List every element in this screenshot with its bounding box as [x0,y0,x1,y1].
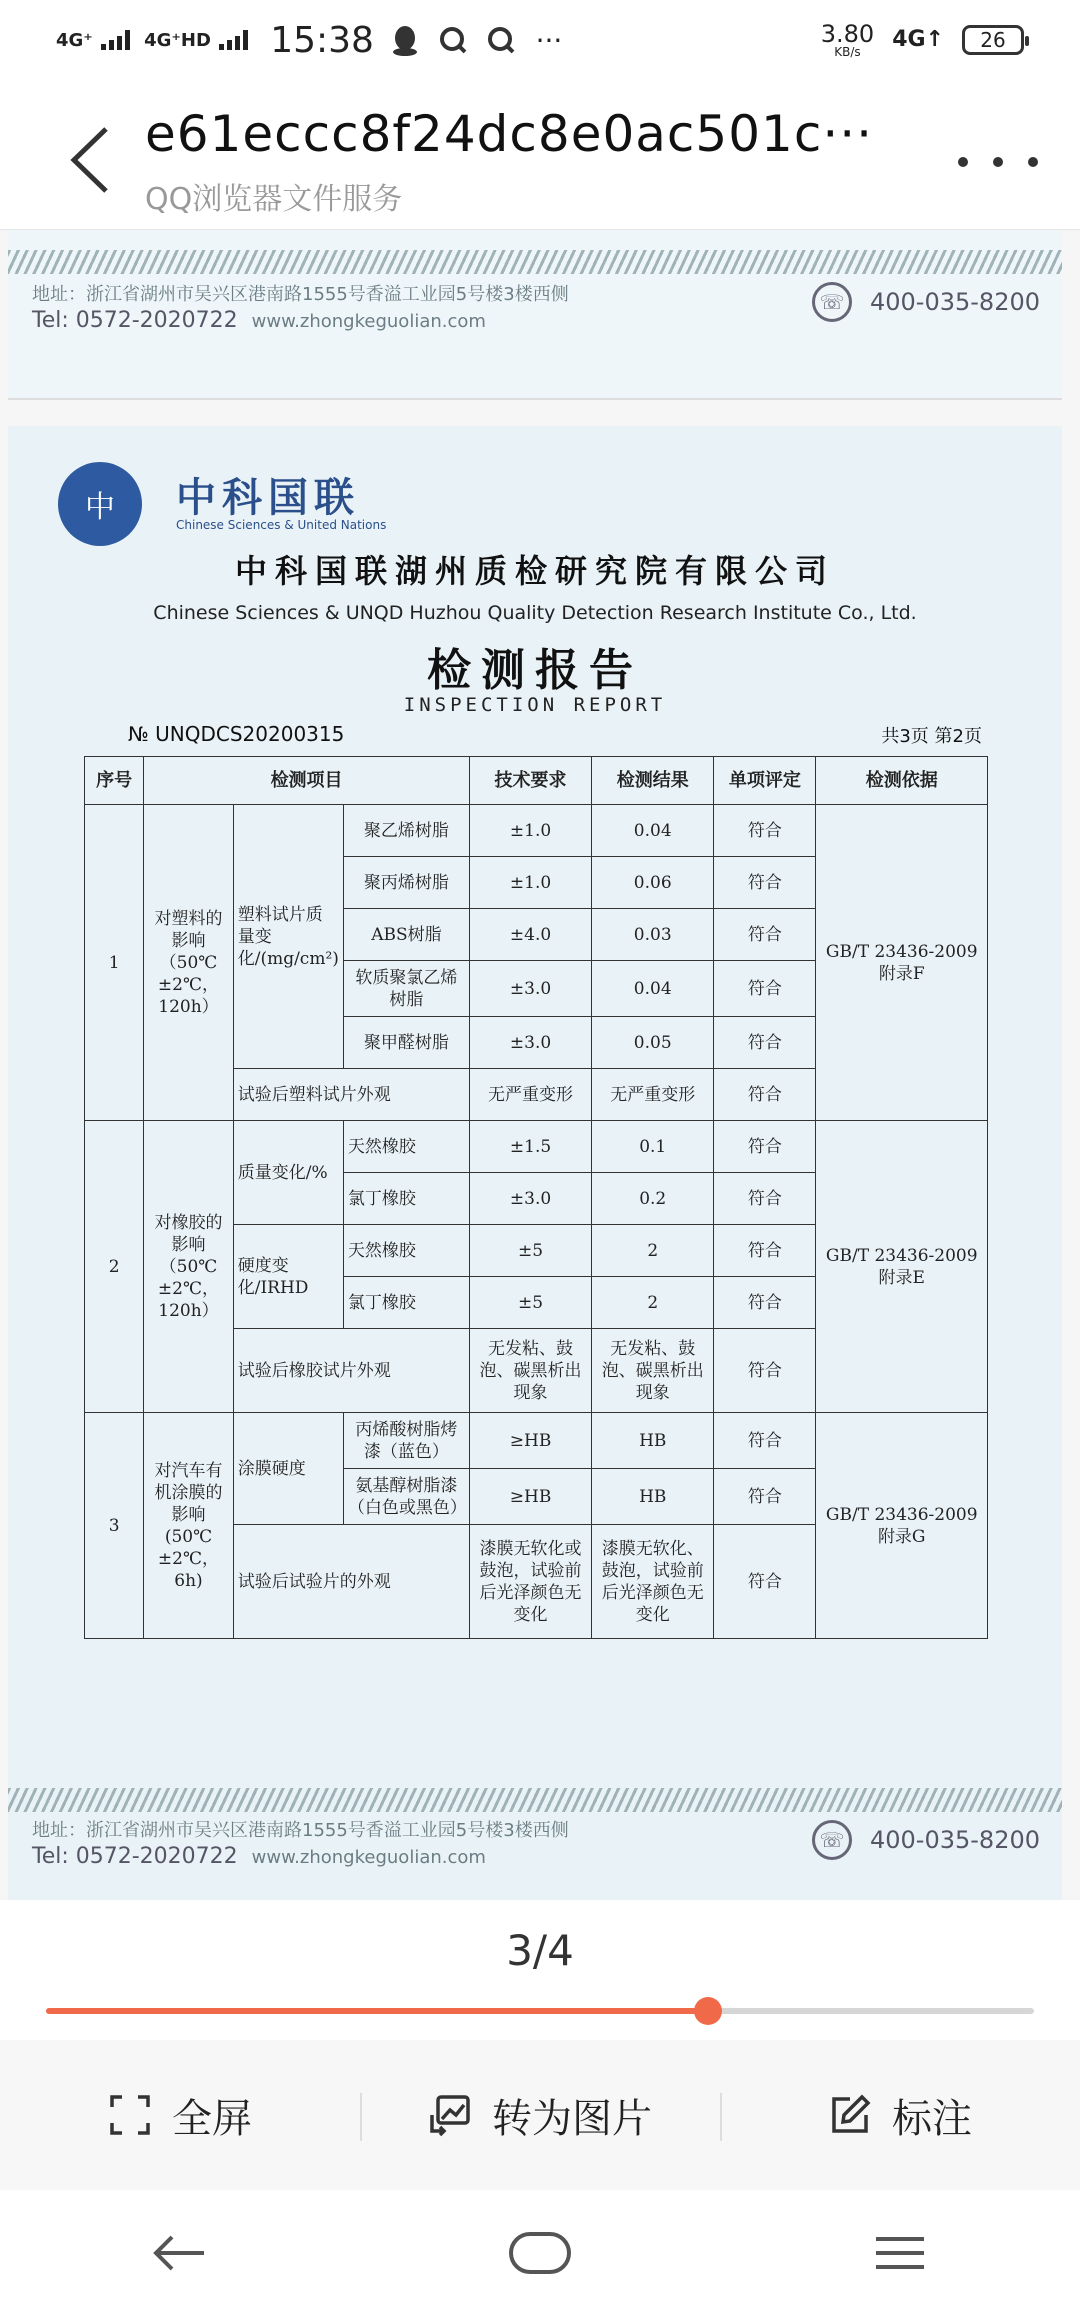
status-time: 15:38 [270,19,374,61]
nav-home-button[interactable] [480,2213,600,2293]
institute-name-en: Chinese Sciences & UNQD Huzhou Quality Detection Research Institute Co., Ltd. [153,602,917,624]
table-row [85,805,988,857]
signal-1 [56,30,130,50]
report-number: № UNQDCS20200315 [128,722,345,746]
report-page [8,426,1062,1900]
g2-r1-name: 氯丁橡胶 [343,1173,469,1225]
g2-r3-name: 氯丁橡胶 [343,1277,469,1329]
report-title-en: INSPECTION REPORT [403,694,667,716]
g2-r0-name: 天然橡胶 [343,1121,469,1173]
g1-r4-eval: 符合 [714,1017,816,1069]
previous-page-footer [8,230,1062,400]
g1-after-eval: 符合 [714,1069,816,1121]
nav-home-icon [508,2231,572,2275]
signal-2-label: 4G⁺HD [144,30,211,51]
footer-tel: Tel: 0572-2020722 [32,1844,238,1869]
annotate-label: 标注 [892,2095,972,2142]
g2-after-res: 无发粘、鼓泡、碳黑析出现象 [592,1329,714,1413]
progress-track[interactable] [46,2008,1034,2014]
g3-r0-name: 丙烯酸树脂烤漆（蓝色） [343,1413,469,1469]
group-3-sub: 涂膜硬度 [233,1413,343,1525]
g1-r1-eval: 符合 [714,857,816,909]
logo-text: 中 [85,490,115,525]
footer-address-block [32,1818,569,1871]
nav-menu-button[interactable] [840,2213,960,2293]
institute-name-cn: 中科国联湖州质检研究院有限公司 [234,552,835,590]
g2-r2-eval: 符合 [714,1225,816,1277]
g1-after-req: 无严重变形 [469,1069,591,1121]
convert-to-image-label: 转为图片 [492,2095,652,2142]
g2-r3-req: ±5 [469,1277,591,1329]
g1-r2-eval: 符合 [714,909,816,961]
group-2-sub1: 质量变化/% [233,1121,343,1225]
footer-address-block [32,282,569,335]
g1-after-name: 试验后塑料试片外观 [233,1069,469,1121]
group-3-basis: GB/T 23436-2009 附录G [816,1413,988,1639]
g2-after-eval: 符合 [714,1329,816,1413]
group-1-basis: GB/T 23436-2009 附录F [816,805,988,1121]
fullscreen-label: 全屏 [172,2095,252,2142]
dot-icon [1028,157,1038,167]
progress-fill [46,2008,708,2014]
g2-r1-res: 0.2 [592,1173,714,1225]
page-counter: 3/4 [506,1926,574,1975]
title-bar [0,80,1080,230]
group-2-no: 2 [85,1121,144,1413]
fullscreen-icon [108,2093,152,2137]
speed-unit: KB/s [834,45,861,59]
edit-icon [828,2093,872,2137]
g1-r3-res: 0.04 [592,961,714,1017]
th-result: 检测结果 [592,757,714,805]
back-button[interactable] [60,120,120,200]
footer-address: 地址：浙江省湖州市吴兴区港南路1555号香溢工业园5号楼3楼西侧 [32,1820,569,1841]
g1-r1-res: 0.06 [592,857,714,909]
footer-hotline [812,1820,1040,1860]
g2-r3-res: 2 [592,1277,714,1329]
th-basis: 检测依据 [816,757,988,805]
group-2-sub2: 硬度变化/IRHD [233,1225,343,1329]
annotate-button[interactable] [720,2087,1080,2144]
document-viewer[interactable] [0,230,1080,1900]
g1-r0-res: 0.04 [592,805,714,857]
g1-r2-name: ABS树脂 [343,909,469,961]
g1-r2-req: ±4.0 [469,909,591,961]
group-2-basis: GB/T 23436-2009 附录E [816,1121,988,1413]
back-arrow-icon [70,125,110,195]
g3-r0-res: HB [592,1413,714,1469]
report-page-info: 共3页 第2页 [881,726,982,747]
qq-penguin-icon [388,23,422,57]
th-item: 检测项目 [144,757,470,805]
g3-r1-res: HB [592,1469,714,1525]
g2-r1-req: ±3.0 [469,1173,591,1225]
table-header-row [85,757,988,805]
g1-r3-name: 软质聚氯乙烯树脂 [343,961,469,1017]
g3-after-req: 漆膜无软化或鼓泡，试验前后光泽颜色无变化 [469,1525,591,1639]
page-progress [0,1900,1080,2040]
g3-after-name: 试验后试验片的外观 [233,1525,469,1639]
status-bar [0,0,1080,80]
speed-value: 3.80 [820,20,875,48]
hotline-number: 400-035-8200 [869,288,1040,316]
document-subtitle: QQ浏览器文件服务 [145,182,403,217]
dot-icon [958,157,968,167]
hotline-number: 400-035-8200 [869,1826,1040,1854]
footer-website: www.zhongkeguolian.com [251,1847,486,1868]
bottom-toolbar [0,2040,1080,2190]
group-1-sub: 塑料试片质量变化/(mg/cm²) [233,805,343,1069]
image-convert-icon [428,2093,472,2137]
nav-menu-icon [872,2233,928,2273]
progress-thumb[interactable] [694,1997,722,2025]
g1-r0-name: 聚乙烯树脂 [343,805,469,857]
document-title: e61eccc8f24dc8e0ac501c··· [145,105,874,163]
battery-icon: 26 [962,25,1024,55]
group-1-item: 对塑料的影响（50℃±2℃，120h） [144,805,234,1121]
g3-r0-req: ≥HB [469,1413,591,1469]
inspection-table [84,756,988,1639]
phone-icon: ☏ [812,282,852,322]
signal-bars-icon [219,30,248,50]
g1-r3-eval: 符合 [714,961,816,1017]
dot-icon [993,157,1003,167]
g2-r1-eval: 符合 [714,1173,816,1225]
signal-2 [144,30,248,50]
footer-website: www.zhongkeguolian.com [251,311,486,332]
signal-bars-icon [101,30,130,50]
g1-r1-req: ±1.0 [469,857,591,909]
th-requirement: 技术要求 [469,757,591,805]
g3-r1-eval: 符合 [714,1469,816,1525]
table-row [85,1413,988,1469]
group-2-item: 对橡胶的影响（50℃±2℃，120h） [144,1121,234,1413]
phone-icon: ☏ [812,1820,852,1860]
g2-r0-eval: 符合 [714,1121,816,1173]
g2-after-req: 无发粘、鼓泡、碳黑析出现象 [469,1329,591,1413]
g2-after-name: 试验后橡胶试片外观 [233,1329,469,1413]
network-speed [821,22,874,58]
g2-r0-req: ±1.5 [469,1121,591,1173]
g3-r1-req: ≥HB [469,1469,591,1525]
g3-r0-eval: 符合 [714,1413,816,1469]
more-menu-button[interactable] [958,142,1038,182]
g1-after-res: 无严重变形 [592,1069,714,1121]
g1-r4-req: ±3.0 [469,1017,591,1069]
group-3-item: 对汽车有机涂膜的影响(50℃±2℃，6h) [144,1413,234,1639]
g2-r2-res: 2 [592,1225,714,1277]
brand-name-en: Chinese Sciences & United Nations [176,518,387,532]
g1-r2-res: 0.03 [592,909,714,961]
g2-r0-res: 0.1 [592,1121,714,1173]
g2-r2-req: ±5 [469,1225,591,1277]
g1-r0-req: ±1.0 [469,805,591,857]
table-row [85,1121,988,1173]
system-nav-bar [0,2190,1080,2316]
signal-1-label: 4G⁺ [56,30,93,51]
g1-r3-req: ±3.0 [469,961,591,1017]
browser-q-icon-2 [484,23,518,57]
footer-address: 地址：浙江省湖州市吴兴区港南路1555号香溢工业园5号楼3楼西侧 [32,284,569,305]
g3-after-res: 漆膜无软化、鼓泡，试验前后光泽颜色无变化 [592,1525,714,1639]
th-evaluation: 单项评定 [714,757,816,805]
g2-r3-eval: 符合 [714,1277,816,1329]
group-1-no: 1 [85,805,144,1121]
nav-back-icon [152,2233,208,2273]
network-type: 4G↑ [892,27,944,52]
g3-after-eval: 符合 [714,1525,816,1639]
browser-q-icon [436,23,470,57]
nav-back-button[interactable] [120,2213,240,2293]
th-no: 序号 [85,757,144,805]
g1-r0-eval: 符合 [714,805,816,857]
g1-r4-name: 聚甲醛树脂 [343,1017,469,1069]
more-notifications-icon: ··· [535,23,563,57]
g3-r1-name: 氨基醇树脂漆（白色或黑色） [343,1469,469,1525]
footer-hotline [812,282,1040,322]
company-logo-icon [58,462,142,546]
footer-tel: Tel: 0572-2020722 [32,308,238,333]
g1-r4-res: 0.05 [592,1017,714,1069]
convert-to-image-button[interactable] [360,2087,720,2144]
brand-name-cn: 中科国联 [176,475,360,521]
g2-r2-name: 天然橡胶 [343,1225,469,1277]
report-title-cn: 检测报告 [427,645,643,696]
g1-r1-name: 聚丙烯树脂 [343,857,469,909]
group-3-no: 3 [85,1413,144,1639]
hatch-band [8,250,1062,274]
fullscreen-button[interactable] [0,2087,360,2144]
hatch-band [8,1788,1062,1812]
